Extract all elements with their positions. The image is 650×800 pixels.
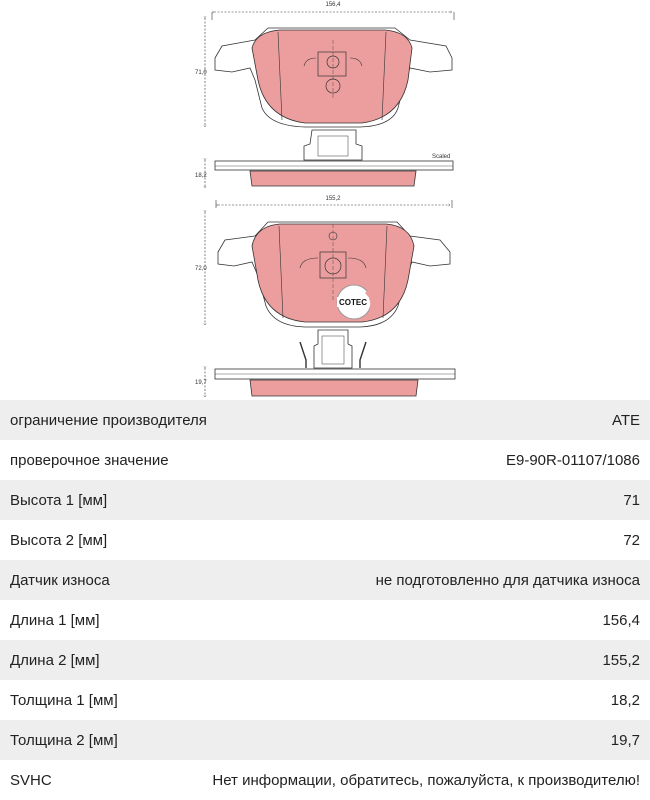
pad2-height-label: 72,0 bbox=[195, 266, 207, 272]
spec-row-manufacturer-restriction bbox=[0, 400, 650, 440]
cotec-logo-text: COTEC bbox=[339, 298, 367, 307]
spec-row-length-1 bbox=[0, 600, 650, 640]
cotec-logo bbox=[337, 285, 372, 319]
spec-value: 156,4 bbox=[602, 611, 640, 629]
pad2-front-view bbox=[195, 196, 452, 327]
spec-row-length-2 bbox=[0, 640, 650, 680]
pad2-thickness-label: 19,7 bbox=[195, 380, 207, 386]
spec-row-svhc bbox=[0, 760, 650, 800]
pad2-length-label: 155,2 bbox=[325, 196, 341, 202]
spec-label: SVHC bbox=[10, 771, 52, 789]
spec-value: E9-90R-01107/1086 bbox=[506, 451, 640, 469]
spec-value: 19,7 bbox=[610, 731, 640, 749]
spec-label: Толщина 2 [мм] bbox=[10, 731, 118, 749]
pad1-thickness-label: 18,2 bbox=[195, 173, 207, 179]
spec-label: ограничение производителя bbox=[10, 411, 207, 429]
spec-value: ATE bbox=[611, 411, 640, 429]
spec-row-wear-sensor bbox=[0, 560, 650, 600]
spec-value: не подготовленно для датчика износа bbox=[375, 571, 640, 589]
spec-value: 71 bbox=[623, 491, 640, 509]
pad1-length-label: 156,4 bbox=[325, 2, 341, 8]
pad2-side-view bbox=[195, 330, 455, 397]
spec-label: Длина 2 [мм] bbox=[10, 651, 100, 669]
spec-label: Длина 1 [мм] bbox=[10, 611, 100, 629]
pad1-height-label: 71,0 bbox=[195, 70, 207, 76]
spec-label: Высота 2 [мм] bbox=[10, 531, 108, 549]
spec-row-height-2 bbox=[0, 520, 650, 560]
pad1-front-view bbox=[195, 2, 454, 127]
spec-value: 72 bbox=[623, 531, 640, 549]
spec-value: Нет информации, обратитесь, пожалуйста, к производителю! bbox=[212, 771, 640, 789]
spec-value: 18,2 bbox=[610, 691, 640, 709]
spec-label: Высота 1 [мм] bbox=[10, 491, 108, 509]
spec-row-thickness-1 bbox=[0, 680, 650, 720]
spec-value: 155,2 bbox=[602, 651, 640, 669]
spec-table bbox=[0, 400, 650, 800]
pad1-side-view bbox=[195, 130, 453, 188]
spec-label: Толщина 1 [мм] bbox=[10, 691, 118, 709]
spec-row-height-1 bbox=[0, 480, 650, 520]
spec-label: Датчик износа bbox=[10, 571, 110, 589]
scaled-note: Scaled bbox=[432, 154, 451, 160]
spec-row-test-mark bbox=[0, 440, 650, 480]
spec-row-thickness-2 bbox=[0, 720, 650, 760]
spec-label: проверочное значение bbox=[10, 451, 169, 469]
